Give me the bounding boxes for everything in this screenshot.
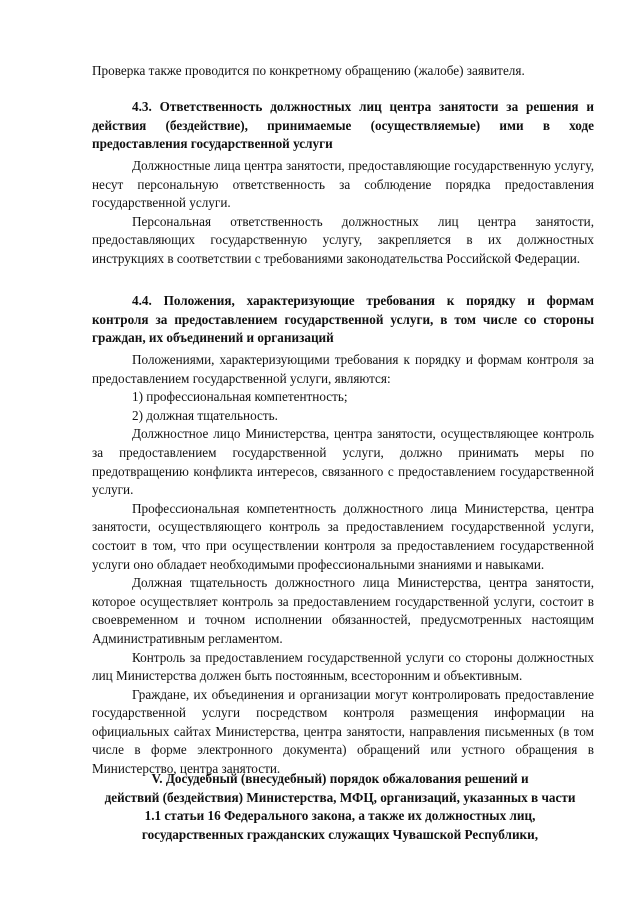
section-5: [80, 770, 600, 844]
paragraph: Должностные лица центра занятости, предоставляющие государственную услугу, несут персональную ответственность за соблюдение порядка предоставления государственной услуги.: [92, 158, 594, 211]
lead-paragraph: Положениями, характеризующими требования к порядку и формам контроля за предоставлением государственной услуги, являются:: [92, 352, 594, 386]
section-heading-line: государственных гражданских служащих Чувашской Республики,: [141, 826, 539, 842]
section-heading: 4.3. Ответственность должностных лиц центра занятости за решения и действия (бездействие), принимаемые (осуществляемые) ими в ходе предоставления государственной услуги: [92, 99, 594, 152]
section-heading-line: V. Досудебный (внесудебный) порядок обжалования решений и: [151, 771, 529, 786]
paragraph: Персональная ответственность должностных лиц центра занятости, предоставляющих государственную услугу, закрепляется в их должностных инструкциях в соответствии с требованиями законодательства Российской Федерации.: [92, 213, 594, 266]
list-item: 1) профессиональная компетентность;: [132, 389, 348, 405]
paragraph: Профессиональная компетентность должностного лица Министерства, центра занятости, осуществляющего контроль за предоставлением государственной услуги, состоит в том, что при осуществлении контроля за предоставлением государственной услуги оно обладает необходимыми профессиональными знаниями и навыками.: [92, 500, 594, 572]
intro-block: [92, 62, 594, 81]
section-heading: 4.4. Положения, характеризующие требования к порядку и формам контроля за предоставлением государственной услуги, в том числе со стороны граждан, их объединений и организаций: [92, 293, 594, 346]
paragraph: Должная тщательность должностного лица Министерства, центра занятости, которое осуществляет контроль за предоставлением государственной услуги, состоит в своевременном и точном исполнении обязанностей, предусмотренных настоящим Административным регламентом.: [92, 575, 594, 646]
paragraph: Контроль за предоставлением государственной услуги со стороны должностных лиц Министерства должен быть постоянным, всесторонним и объективным.: [92, 649, 594, 684]
list-item: 2) должная тщательность.: [132, 407, 278, 423]
paragraph: Должностное лицо Министерства, центра занятости, осуществляющее контроль за предоставлением государственной услуги, должно принимать меры по предотвращению конфликта интересов, связанного с предоставлением государственной услуги.: [92, 426, 594, 498]
section-4-3-body: [92, 157, 594, 269]
intro-paragraph: Проверка также проводится по конкретному обращению (жалобе) заявителя.: [92, 63, 525, 78]
paragraph: Граждане, их объединения и организации могут контролировать предоставление государственной услуги посредством контроля размещения информации на официальных сайтах Министерства, центра занятости, направления письменных (в том числе в форме электронного документа) обращений или устного обращения в Министерство, центра занятости.: [92, 686, 594, 777]
section-4-3: [92, 98, 594, 154]
section-4-4: [92, 292, 594, 348]
section-4-4-body: [92, 351, 594, 779]
section-heading-line: действий (бездействия) Министерства, МФЦ, организаций, указанных в части: [104, 789, 576, 805]
section-heading-line: 1.1 статьи 16 Федерального закона, а также их должностных лиц,: [144, 808, 536, 824]
